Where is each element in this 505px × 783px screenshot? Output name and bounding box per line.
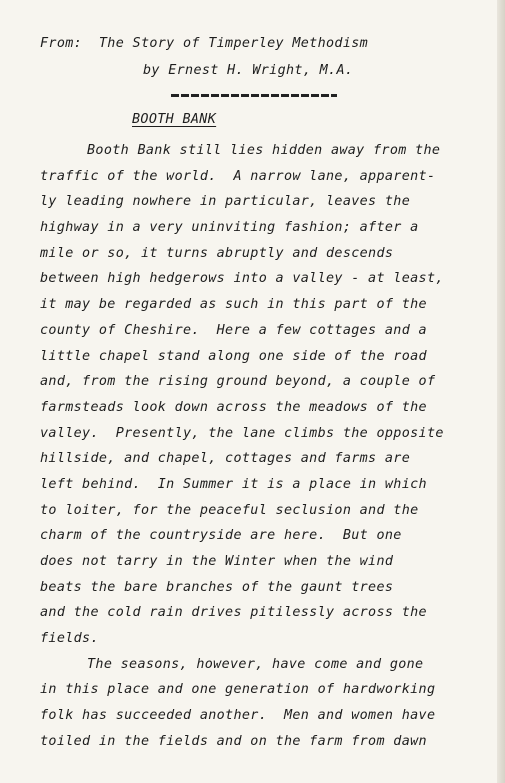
text-line: The seasons, however, have come and gone [87,656,424,672]
text-line: mile or so, it turns abruptly and descends [40,245,394,261]
text-line: and, from the rising ground beyond, a couple of [40,374,436,390]
text-line: traffic of the world. A narrow lane, apparent- [40,168,436,184]
text-line: fields. [40,631,99,647]
text-line: little chapel stand along one side of the road [40,348,427,364]
separator-rule [171,94,337,97]
text-line: folk has succeeded another. Men and women have [40,708,436,724]
text-line: county of Cheshire. Here a few cottages and a [40,322,427,338]
source-line: From: The Story of Timperley Methodism [40,36,369,51]
text-line: to loiter, for the peaceful seclusion and the [40,502,419,518]
body-text [40,138,500,755]
text-line: farmsteads look down across the meadows of the [40,399,427,415]
text-line: charm of the countryside are here. But one [40,528,402,544]
text-line: hillside, and chapel, cottages and farms are [40,451,411,467]
author-line: by Ernest H. Wright, M.A. [143,63,354,78]
text-line: highway in a very uninviting fashion; after a [40,220,419,236]
section-heading: BOOTH BANK [132,112,217,127]
text-line: left behind. In Summer it is a place in which [40,476,427,492]
text-line: toiled in the fields and on the farm from dawn [40,733,427,749]
text-line: beats the bare branches of the gaunt trees [40,579,394,595]
text-line: between high hedgerows into a valley - at least, [40,271,444,287]
text-line: Booth Bank still lies hidden away from the [87,143,441,158]
text-line: ly leading nowhere in particular, leaves the [40,194,411,210]
text-line: in this place and one generation of hardworking [40,682,436,698]
text-line: does not tarry in the Winter when the wind [40,554,394,569]
text-line: and the cold rain drives pitilessly across the [40,605,427,621]
text-line: valley. Presently, the lane climbs the opposite [40,425,444,441]
text-line: it may be regarded as such in this part of the [40,297,427,313]
